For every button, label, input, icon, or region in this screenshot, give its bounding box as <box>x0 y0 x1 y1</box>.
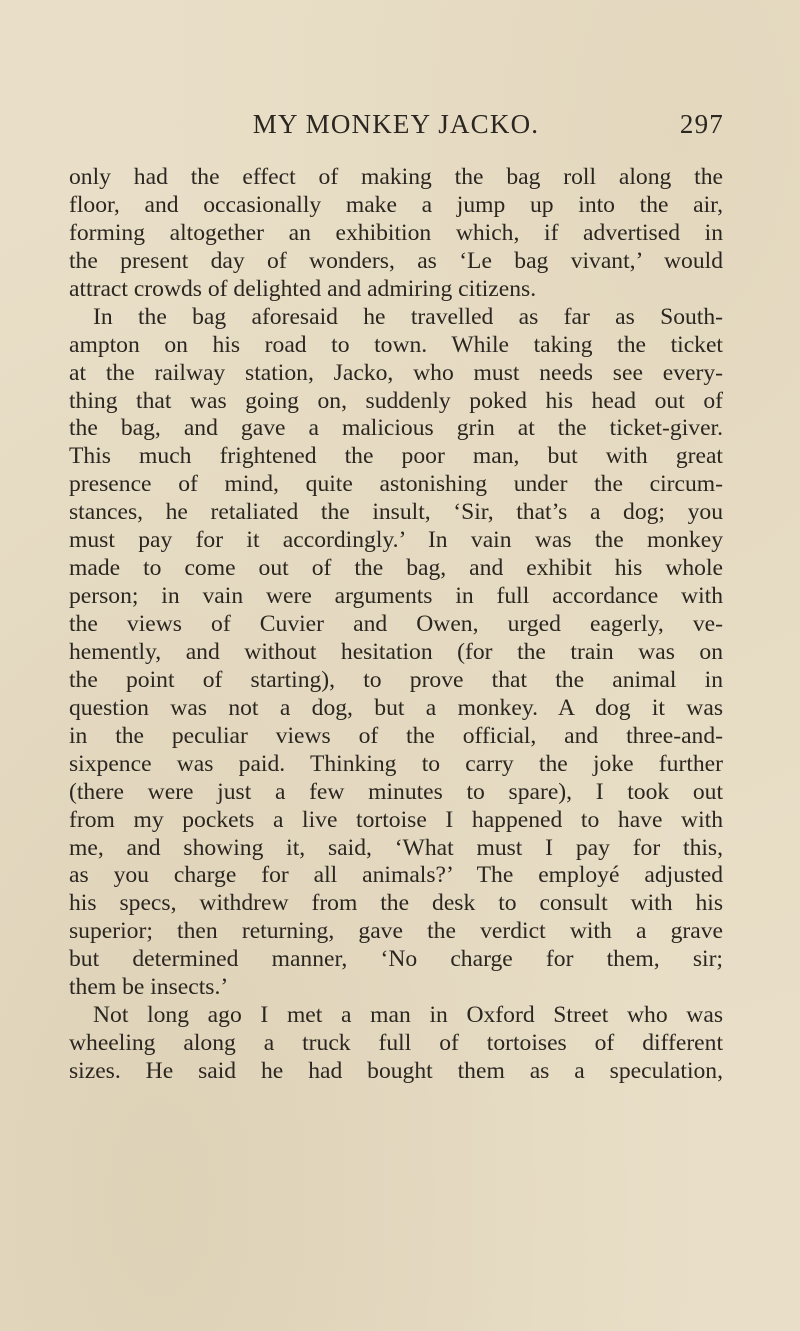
text-line: hemently, and without hesitation (for the train was on <box>69 638 723 665</box>
text-line: thing that was going on, suddenly poked his head out of <box>69 387 723 414</box>
text-line: question was not a dog, but a monkey. A dog it was <box>69 694 723 721</box>
text-line: but determined manner, ‘No charge for them, sir; <box>69 946 723 973</box>
text-line: the bag, and gave a malicious grin at the ticket-giver. <box>69 415 723 442</box>
text-line: the present day of wonders, as ‘Le bag vivant,’ would <box>69 247 723 274</box>
text-line: only had the effect of making the bag roll along the <box>69 164 723 190</box>
text-line: the views of Cuvier and Owen, urged eagerly, ve- <box>69 611 723 637</box>
text-line: (there were just a few minutes to spare), I took out <box>69 778 723 805</box>
text-line: person; in vain were arguments in full accordance with <box>69 583 723 610</box>
text-line: attract crowds of delighted and admiring citizens. <box>69 275 537 302</box>
text-line: forming altogether an exhibition which, if advertised in <box>69 219 723 246</box>
text-line: from my pockets a live tortoise I happened to have with <box>69 806 723 833</box>
text-line: ampton on his road to town. While taking the ticket <box>69 331 723 358</box>
body-text <box>69 164 723 1086</box>
running-head <box>68 104 724 144</box>
text-line: floor, and occasionally make a jump up into the air, <box>69 191 723 218</box>
running-title: MY MONKEY JACKO. <box>252 109 540 139</box>
text-line: in the peculiar views of the official, and three-and- <box>69 722 723 749</box>
text-line: at the railway station, Jacko, who must needs see every- <box>69 359 723 386</box>
text-line: as you charge for all animals?’ The employé adjusted <box>69 862 723 889</box>
text-line: his specs, withdrew from the desk to consult with his <box>69 890 723 917</box>
text-line: wheeling along a truck full of tortoises of different <box>69 1030 723 1057</box>
text-line: sixpence was paid. Thinking to carry the joke further <box>69 750 723 777</box>
text-line: must pay for it accordingly.’ In vain was the monkey <box>69 527 723 554</box>
text-line: In the bag aforesaid he travelled as far as South- <box>93 303 723 330</box>
page-number: 297 <box>679 109 724 139</box>
text-line: made to come out of the bag, and exhibit his whole <box>69 555 723 582</box>
text-line: sizes. He said he had bought them as a speculation, <box>69 1058 723 1084</box>
text-line: superior; then returning, gave the verdict with a grave <box>69 918 723 945</box>
text-line: presence of mind, quite astonishing under the circum- <box>69 471 723 498</box>
text-line: them be insects.’ <box>69 974 229 1001</box>
text-line: Not long ago I met a man in Oxford Street who was <box>93 1002 723 1029</box>
text-line: the point of starting), to prove that the animal in <box>69 666 723 693</box>
text-line: This much frightened the poor man, but with great <box>69 443 723 470</box>
text-line: me, and showing it, said, ‘What must I pay for this, <box>69 834 723 861</box>
text-line: stances, he retaliated the insult, ‘Sir, that’s a dog; you <box>69 499 723 526</box>
